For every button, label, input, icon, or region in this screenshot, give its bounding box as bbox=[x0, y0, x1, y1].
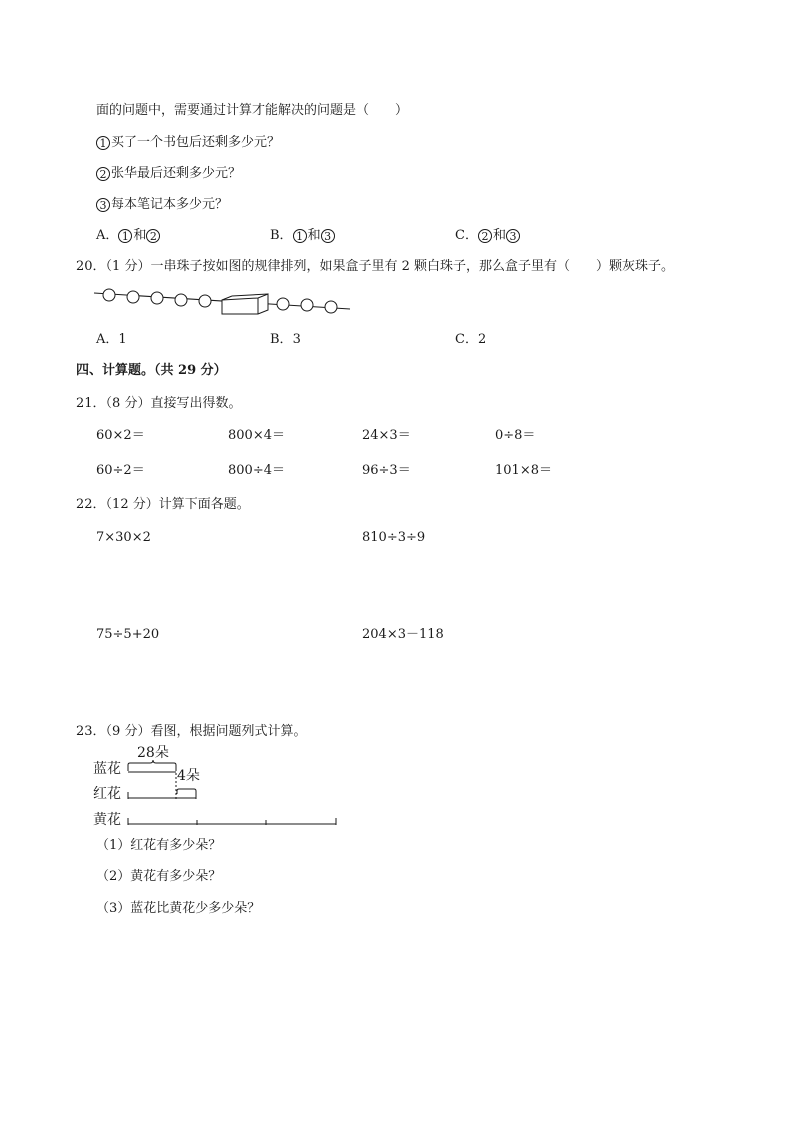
question-points: （12 分） bbox=[105, 497, 159, 512]
option-label: A． bbox=[96, 228, 119, 243]
option-and: 和 bbox=[133, 228, 147, 243]
q22-expr: 75÷5+20 bbox=[96, 627, 160, 642]
question-text: 计算下面各题。 bbox=[158, 497, 250, 512]
option-value: 2 bbox=[477, 332, 487, 347]
circled-number: 2 bbox=[96, 167, 110, 181]
q19-item-text: 每本笔记本多少元？ bbox=[111, 197, 229, 212]
option-label: B． bbox=[270, 228, 293, 243]
circled-number: 3 bbox=[96, 198, 110, 212]
diagram-label-red: 红花 bbox=[93, 786, 121, 802]
diagram-diff-count: 4朵 bbox=[177, 768, 200, 784]
question-text: 直接写出得数。 bbox=[150, 396, 242, 411]
q21-expr: 800×4＝ bbox=[228, 428, 285, 443]
diagram-label-yellow: 黄花 bbox=[93, 812, 121, 828]
q22-expr: 204×3－118 bbox=[362, 627, 444, 642]
option-and: 和 bbox=[307, 228, 321, 243]
q22-expr: 810÷3÷9 bbox=[362, 530, 426, 545]
q21-expr: 101×8＝ bbox=[495, 463, 552, 478]
q21-expr: 0÷8＝ bbox=[495, 428, 536, 443]
question-points: （1 分） bbox=[105, 259, 151, 274]
option-value: 1 bbox=[118, 332, 127, 347]
q19-stem-tail: 面的问题中，需要通过计算才能解决的问题是（ ） bbox=[96, 103, 409, 118]
circled-number: 1 bbox=[118, 229, 132, 243]
option-label: C． bbox=[455, 332, 478, 347]
diagram-label-blue: 蓝花 bbox=[93, 761, 121, 777]
circled-number: 2 bbox=[478, 229, 492, 243]
q19-item-text: 张华最后还剩多少元？ bbox=[111, 166, 242, 181]
q19-item-text: 买了一个书包后还剩多少元？ bbox=[111, 135, 281, 150]
option-label: A． bbox=[96, 332, 119, 347]
q21-expr: 24×3＝ bbox=[362, 428, 411, 443]
q22-expr: 7×30×2 bbox=[96, 530, 151, 545]
question-points: （9 分） bbox=[105, 724, 151, 739]
question-number: 20． bbox=[76, 259, 106, 274]
question-text: 看图，根据问题列式计算。 bbox=[150, 724, 307, 739]
circled-number: 2 bbox=[146, 229, 160, 243]
option-and: 和 bbox=[492, 228, 506, 243]
question-number: 22． bbox=[76, 497, 106, 512]
q21-expr: 60×2＝ bbox=[96, 428, 145, 443]
circled-number: 3 bbox=[506, 229, 520, 243]
diagram-blue-count: 28朵 bbox=[137, 745, 169, 761]
option-label: B． bbox=[270, 332, 293, 347]
question-text: 一串珠子按如图的规律排列，如果盒子里有 2 颗白珠子，那么盒子里有（ ）颗灰珠子。 bbox=[150, 259, 674, 274]
q23-sub-question-1: （1）红花有多少朵？ bbox=[96, 838, 222, 853]
question-number: 23． bbox=[76, 724, 106, 739]
circled-number: 1 bbox=[293, 229, 307, 243]
q21-expr: 800÷4＝ bbox=[228, 463, 285, 478]
circled-number: 1 bbox=[96, 136, 110, 150]
section-title: 四、计算题。（共 29 分） bbox=[76, 363, 227, 378]
option-label: C． bbox=[455, 228, 478, 243]
option-value: 3 bbox=[292, 332, 301, 347]
circled-number: 3 bbox=[321, 229, 335, 243]
q21-expr: 96÷3＝ bbox=[362, 463, 411, 478]
q23-sub-question-3: （3）蓝花比黄花少多少朵？ bbox=[96, 901, 261, 916]
question-points: （8 分） bbox=[105, 396, 151, 411]
question-number: 21． bbox=[76, 396, 106, 411]
q23-sub-question-2: （2）黄花有多少朵？ bbox=[96, 869, 222, 884]
q21-expr: 60÷2＝ bbox=[96, 463, 145, 478]
